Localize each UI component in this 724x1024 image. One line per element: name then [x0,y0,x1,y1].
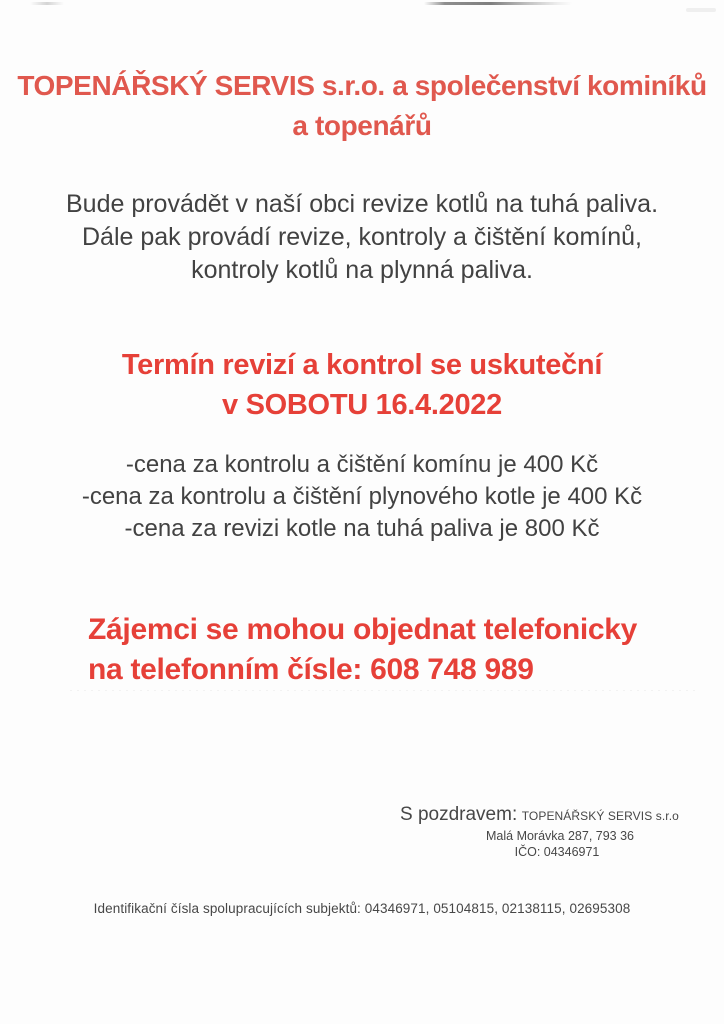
signature-block [400,803,679,860]
contact-line-2: na telefonním čísle: 608 748 989 [88,653,534,686]
price-item: -cena za revizi kotle na tuhá paliva je 800 Kč [124,515,600,542]
scan-artifact-smudge-right [686,8,716,12]
intro-paragraph [0,188,724,287]
price-list [0,449,724,545]
flyer-title-line-2: a topenářů [292,110,432,141]
price-item: -cena za kontrolu a čištění komínu je 400 Kč [125,451,599,478]
signature-company: TOPENÁŘSKÝ SERVIS s.r.o [521,809,679,823]
inspection-date-heading [0,345,724,425]
scan-artifact-streak [424,2,572,5]
price-item: -cena za kontrolu a čištění plynového kotle je 400 Kč [81,483,643,510]
inspection-date-line-2: v SOBOTU 16.4.2022 [222,389,502,421]
signature-address: Malá Morávka 287, 793 36 [486,829,635,843]
signature-greeting: S pozdravem: [400,804,518,825]
signature-details [486,828,635,860]
scan-artifact-fold-line [70,690,700,691]
intro-line-2: Dále pak provádí revize, kontroly a čištění komínů, [82,223,642,251]
flyer-title [0,66,724,146]
intro-line-3: kontroly kotlů na plynná paliva. [191,256,533,284]
flyer-title-line-1: TOPENÁŘSKÝ SERVIS s.r.o. a společenství kominíků [17,70,707,101]
cooperating-ids-line: Identifikační čísla spolupracujících subjektů: 04346971, 05104815, 02138115, 02695308 [93,901,631,916]
contact-note [88,610,637,690]
scan-artifact-smudge-left [30,2,64,5]
inspection-date-line-1: Termín revizí a kontrol se uskuteční [121,349,603,381]
intro-line-1: Bude provádět v naší obci revize kotlů na tuhá paliva. [65,190,659,218]
signature-line [400,803,679,828]
signature-ico: IČO: 04346971 [514,845,600,859]
contact-line-1: Zájemci se mohou objednat telefonicky [88,613,638,646]
